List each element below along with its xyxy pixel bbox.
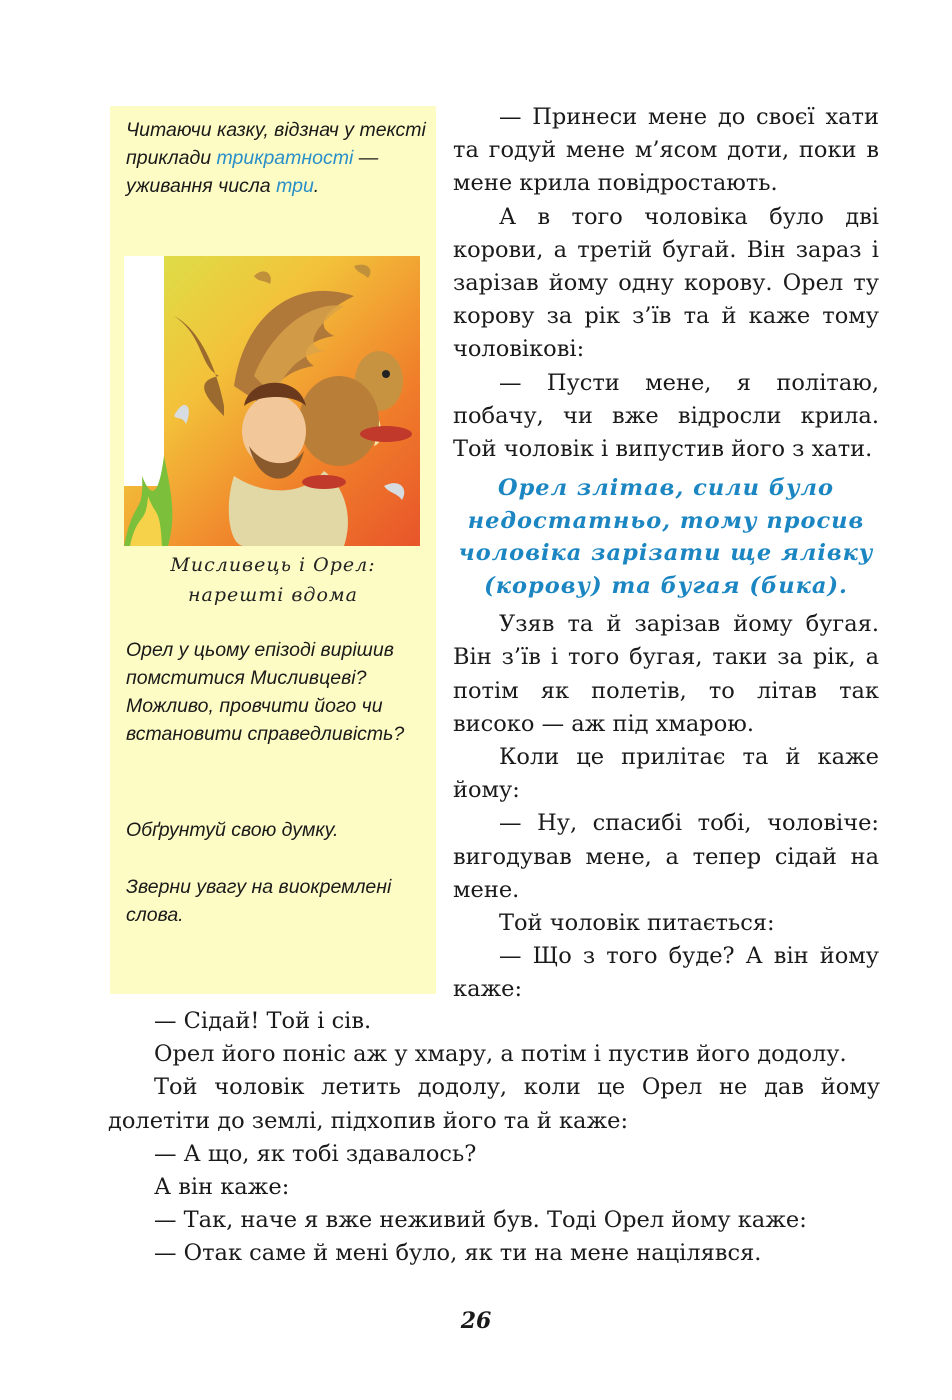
paragraph: — А що, як тобі здавалось? <box>154 1140 477 1167</box>
paragraph: Орел його поніс аж у хмару, а потім і пустив його додолу. <box>154 1041 847 1068</box>
caption-line: Мисливець і Орел: <box>170 554 376 576</box>
term-highlight: трикратності <box>216 147 354 169</box>
story-continuation <box>108 1005 880 1271</box>
task-question: Орел у цьому епізоді вирішив помститися Мисливцеві? Можливо, провчити його чи встановити справедливість? <box>126 639 405 745</box>
task-justify: Обґрунтуй свою думку. <box>126 819 339 841</box>
paragraph: Той чоловік питається: <box>499 910 775 937</box>
highlighted-summary: Орел злітав, сили було недостатньо, тому просив чоловіка зарізати ще ялівку (корову) та бугая (бика). <box>458 475 874 599</box>
paragraph: — Отак саме й мені було, як ти на мене націлявся. <box>154 1240 762 1267</box>
sidebar-panel <box>110 106 436 994</box>
paragraph: Той чоловік летить додолу, коли це Орел не дав йому долетіти до землі, підхопив його та й каже: <box>108 1074 880 1134</box>
paragraph: — Пусти мене, я політаю, побачу, чи вже відросли крила. Той чоловік і випустив його з хати. <box>453 369 879 463</box>
paragraph: Коли це прилітає та й каже йому: <box>453 744 879 804</box>
caption-line: нарешті вдома <box>187 584 358 606</box>
eagle-and-hunter-illustration <box>124 256 420 546</box>
task-text: . <box>313 175 320 197</box>
paragraph: — Так, наче я вже неживий був. Тоді Орел йому каже: <box>154 1207 807 1234</box>
paragraph: — Принеси мене до своєї хати та годуй мене м’ясом доти, поки в мене крила повідростають. <box>453 104 879 197</box>
paragraph: А в того чоловіка було дві корови, а третій бугай. Він зараз і зарізав йому одну корову. Орел ту корову за рік з’їв та й каже тому чоловікові: <box>453 203 879 363</box>
paragraph: — Сідай! Той і сів. <box>154 1008 372 1034</box>
task-trikratnist <box>126 116 426 200</box>
illustration-caption <box>110 550 436 610</box>
paragraph: А він каже: <box>154 1174 290 1201</box>
term-highlight: три <box>276 175 314 197</box>
paragraph: Узяв та й зарізав йому бугая. Він з’їв і того бугая, таки за рік, а потім як полетів, то літав так високо — аж під хмарою. <box>453 611 879 737</box>
task-attention: Зверни увагу на виокремлені слова. <box>126 876 392 926</box>
task-text: — уживання числа <box>126 147 379 197</box>
paragraph: — Ну, спасибі тобі, чоловіче: вигодував мене, а тепер сідай на мене. <box>453 810 879 903</box>
story-column <box>453 101 879 1007</box>
task-text: Читаючи казку, відзнач у тексті приклади <box>126 119 426 169</box>
page-number: 26 <box>460 1308 492 1334</box>
paragraph: — Що з того буде? А він йому каже: <box>453 943 879 1003</box>
